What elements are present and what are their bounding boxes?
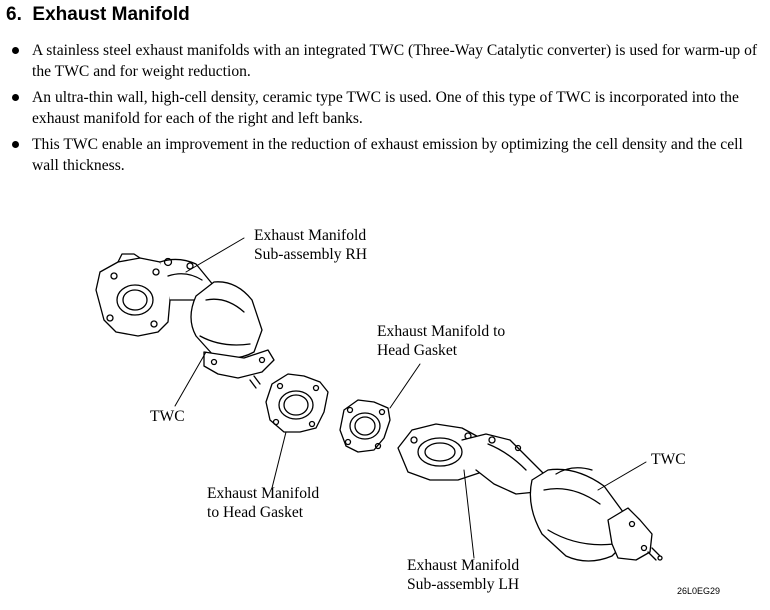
bullet-text: This TWC enable an improvement in the reduction of exhaust emission by optimizing the cell density and the cell wall thickness. (32, 136, 743, 174)
section-number: 6. (6, 4, 22, 25)
label-twc-left: TWC (150, 408, 185, 425)
figure-code: 26L0EG29 (677, 586, 721, 596)
label-manifold-rh: Exhaust Manifold Sub-assembly RH (254, 227, 368, 263)
label-gasket-top: Exhaust Manifold to Head Gasket (377, 323, 506, 359)
gasket-left-illustration (266, 374, 328, 432)
label-twc-right: TWC (651, 451, 686, 468)
label-manifold-lh: Exhaust Manifold Sub-assembly LH (407, 557, 520, 593)
bullet-text: A stainless steel exhaust manifolds with an integrated TWC (Three-Way Catalytic converter) is used for warm-up of the TWC and for weight reduction. (32, 42, 758, 80)
section-title: Exhaust Manifold (32, 4, 190, 25)
manifold-rh-illustration (96, 254, 274, 388)
label-gasket-bottom: Exhaust Manifold to Head Gasket (207, 485, 320, 521)
bullet-text: An ultra-thin wall, high-cell density, ceramic type TWC is used. One of this type of TWC is incorporated into the exhaust manifold for each of the right and left banks. (32, 89, 739, 127)
manifold-lh-illustration (398, 424, 662, 561)
gasket-right-illustration (340, 400, 390, 452)
